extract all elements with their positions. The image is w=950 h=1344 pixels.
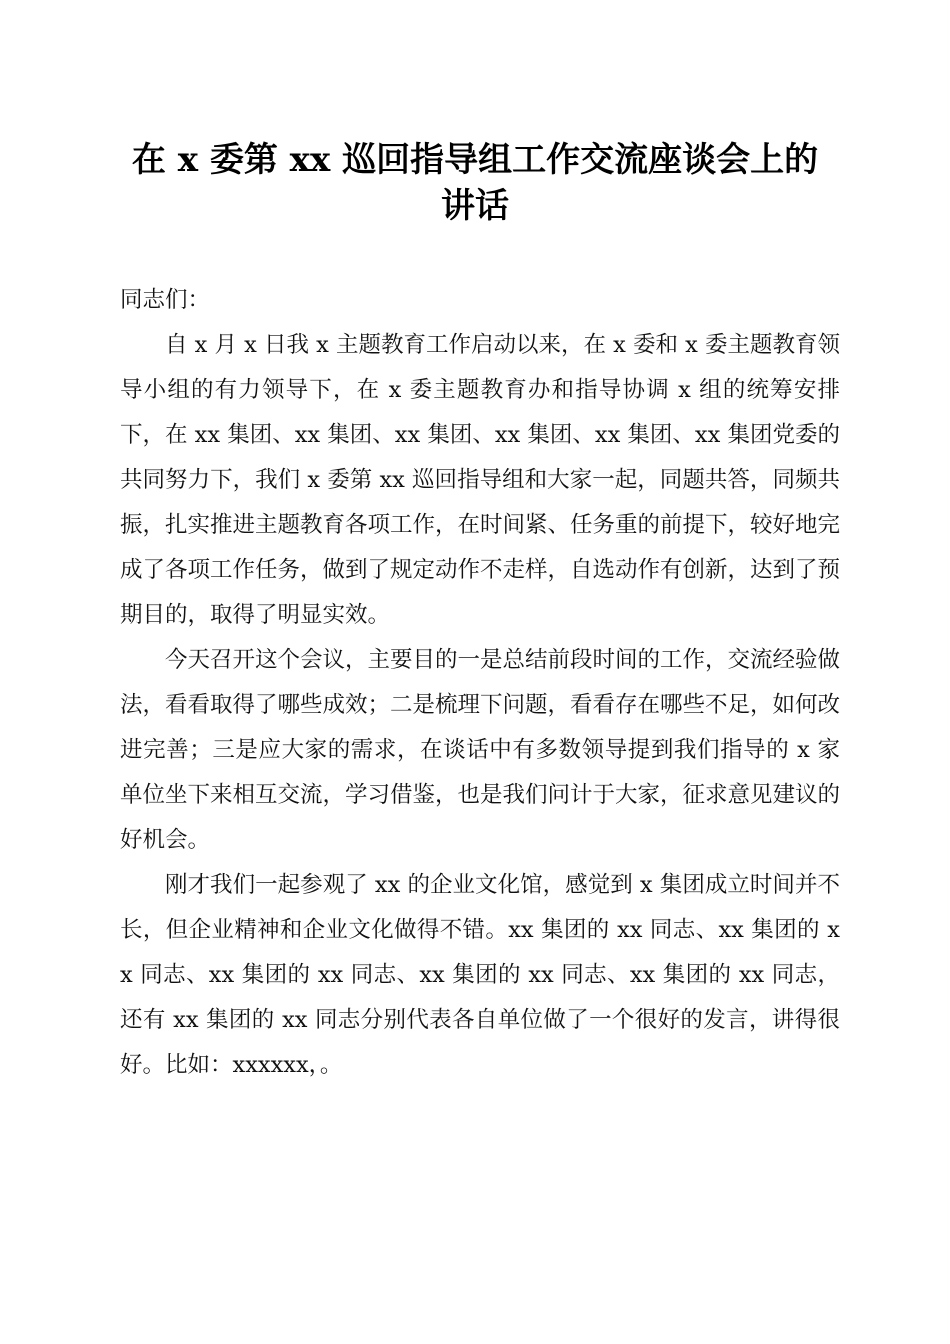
paragraph: 刚才我们一起参观了 xx 的企业文化馆，感觉到 x 集团成立时间并不长，但企业精神和企业文化做得不错。xx 集团的 xx 同志、xx 集团的 xx 同志、xx 集团的 xx 同志、xx 集团的 xx 同志、xx 集团的 xx 同志，还有 xx 集团的 xx 同志分别代表各自单位做了一个很好的发言，讲得很好。比如：xxxxxx，。 <box>120 872 840 1078</box>
salutation: 同志们： <box>120 287 211 313</box>
paragraph: 今天召开这个会议，主要目的一是总结前段时间的工作，交流经验做法，看看取得了哪些成效；二是梳理下问题，看看存在哪些不足，如何改进完善；三是应大家的需求，在谈话中有多数领导提到我们指导的 x 家单位坐下来相互交流，学习借鉴，也是我们问计于大家，征求意见建议的好机会。 <box>120 647 841 853</box>
paragraph: 自 x 月 x 日我 x 主题教育工作启动以来，在 x 委和 x 委主题教育领导小组的有力领导下，在 x 委主题教育办和指导协调 x 组的统筹安排下，在 xx 集团、xx 集团、xx 集团、xx 集团、xx 集团、xx 集团党委的共同努力下，我们 x 委第 xx 巡回指导组和大家一起，同题共答，同频共振，扎实推进主题教育各项工作，在时间紧、任务重的前提下，较好地完成了各项工作任务，做到了规定动作不走样，自选动作有创新，达到了预期目的，取得了明显实效。 <box>120 332 841 628</box>
title-line-1: 在 x 委第 xx 巡回指导组工作交流座谈会上的 <box>131 140 819 180</box>
document-body <box>120 278 840 1088</box>
title-line-2: 讲话 <box>441 186 509 226</box>
document-title <box>110 137 840 229</box>
